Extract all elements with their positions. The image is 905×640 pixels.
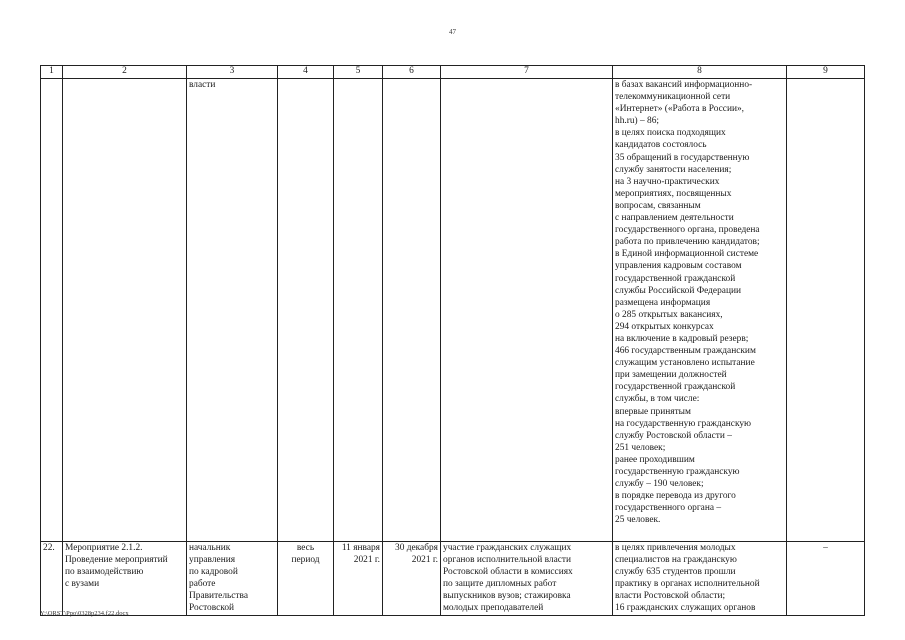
cont-cell-7 [441, 79, 613, 542]
text-line: начальник [189, 543, 231, 553]
text-line: ранее проходившим [615, 454, 695, 465]
text-line: 25 человек. [615, 515, 661, 526]
text-line: телекоммуникационной сети [615, 92, 731, 103]
row22-actual-result [613, 542, 787, 616]
text-line: с вузами [65, 579, 100, 590]
column-header-7: 7 [441, 66, 613, 79]
column-header-8: 8 [613, 66, 787, 79]
column-header-5: 5 [334, 66, 383, 79]
text-line: «Интернет» («Работа в России», [615, 104, 745, 115]
text-line: государственную гражданскую [615, 467, 740, 477]
text-line: государственного органа – [615, 503, 722, 514]
column-number-row [41, 66, 865, 79]
text-line: службы Российской Федерации [615, 285, 741, 296]
text-line: Мероприятие 2.1.2. [65, 543, 143, 553]
text-line: специалистов на гражданскую [615, 555, 737, 566]
text-line: службу 635 студентов прошли [615, 567, 736, 578]
text-line: на 3 научно-практических [615, 176, 720, 187]
text-line: Ростовской [189, 603, 235, 614]
text-line: работа по привлечению кандидатов; [615, 237, 760, 248]
text-line: государственной гражданской [615, 273, 736, 284]
text-line: службу занятости населения; [615, 164, 732, 175]
text-line: впервые принятым [615, 406, 691, 417]
text-line: в порядке перевода из другого [615, 491, 736, 502]
text-line: выпускников вузов; стажировка [443, 591, 571, 602]
text-line: hh.ru) – 86; [615, 116, 660, 127]
cont-cell-4 [278, 79, 334, 542]
text-line: управления кадровым составом [615, 261, 742, 272]
text-line: весь [296, 543, 315, 553]
text-line: по взаимодействию [65, 567, 144, 578]
text-line: 2021 г. [353, 555, 380, 566]
text-line: размещена информация [615, 297, 711, 308]
table-row-22 [41, 542, 865, 616]
text-line: службу Ростовской области – [615, 430, 732, 441]
text-line: органов исполнительной власти [443, 555, 572, 566]
text-line: работе [189, 579, 216, 590]
cont-cell-9 [787, 79, 865, 542]
row22-note: – [787, 542, 865, 616]
row22-period [278, 542, 334, 616]
text-line: молодых преподавателей [443, 603, 544, 614]
cont-cell-3 [187, 79, 278, 542]
row22-end-date [383, 542, 441, 616]
text-line: 30 декабря [395, 543, 438, 553]
text-line: государственной гражданской [615, 382, 736, 393]
text-line: 16 гражданских служащих органов [615, 603, 756, 614]
text-line: Проведение мероприятий [65, 555, 168, 566]
file-path-footer: Y:\ORST\Ppo\0328p234.f22.docx [40, 610, 129, 617]
text-line: 466 государственным гражданским [615, 346, 756, 357]
text-line: вопросам, связанным [615, 200, 701, 211]
text-line: в целях поиска подходящих [615, 128, 726, 139]
text-line: Ростовской области в комиссиях [443, 567, 573, 578]
column-header-6: 6 [383, 66, 441, 79]
column-header-4: 4 [278, 66, 334, 79]
text-line: о 285 открытых вакансиях, [615, 309, 723, 320]
text-line: в Единой информационной системе [615, 249, 759, 260]
text-line: управления [189, 555, 236, 566]
column-header-9: 9 [787, 66, 865, 79]
column-header-1: 1 [41, 66, 63, 79]
text-line: службу – 190 человек; [615, 479, 704, 490]
row22-start-date [334, 542, 383, 616]
text-line: в целях привлечения молодых [615, 543, 736, 553]
cont-cell-8-result [613, 79, 787, 542]
row22-event-name [63, 542, 187, 616]
row22-planned-result [441, 542, 613, 616]
row22-responsible [187, 542, 278, 616]
text-line: 35 обращений в государственную [615, 152, 750, 163]
text-line: 2021 г. [411, 555, 438, 566]
text-line: службы, в том числе: [615, 394, 700, 405]
text-line: практику в органах исполнительной [615, 579, 760, 590]
text-line: 251 человек; [615, 442, 666, 453]
column-header-2: 2 [63, 66, 187, 79]
text-line: власти Ростовской области; [615, 591, 726, 602]
text-line: власти [189, 80, 216, 90]
text-line: в базах вакансий информационно- [615, 80, 753, 90]
text-line: кандидатов состоялось [615, 140, 707, 151]
row22-number: 22. [41, 542, 63, 616]
cont-cell-6 [383, 79, 441, 542]
text-line: 294 открытых конкурсах [615, 321, 714, 332]
cont-cell-5 [334, 79, 383, 542]
text-line: по кадровой [189, 567, 238, 578]
text-line: государственного органа, проведена [615, 225, 760, 236]
text-line: Правительства [189, 591, 248, 602]
table-row-continuation [41, 79, 865, 542]
text-line: по защите дипломных работ [443, 579, 557, 590]
text-line: с направлением деятельности [615, 213, 734, 224]
cont-cell-1 [41, 79, 63, 542]
text-line: мероприятиях, посвященных [615, 188, 732, 199]
text-line: при замещении должностей [615, 370, 727, 381]
page-number: 47 [449, 28, 456, 36]
report-table [40, 65, 865, 616]
text-line: 11 января [341, 543, 380, 553]
text-line: служащим установлено испытание [615, 358, 755, 369]
text-line: на включение в кадровый резерв; [615, 333, 749, 344]
text-line: участие гражданских служащих [443, 543, 572, 553]
text-line: период [291, 555, 320, 566]
column-header-3: 3 [187, 66, 278, 79]
cont-cell-2 [63, 79, 187, 542]
text-line: на государственную гражданскую [615, 418, 752, 429]
